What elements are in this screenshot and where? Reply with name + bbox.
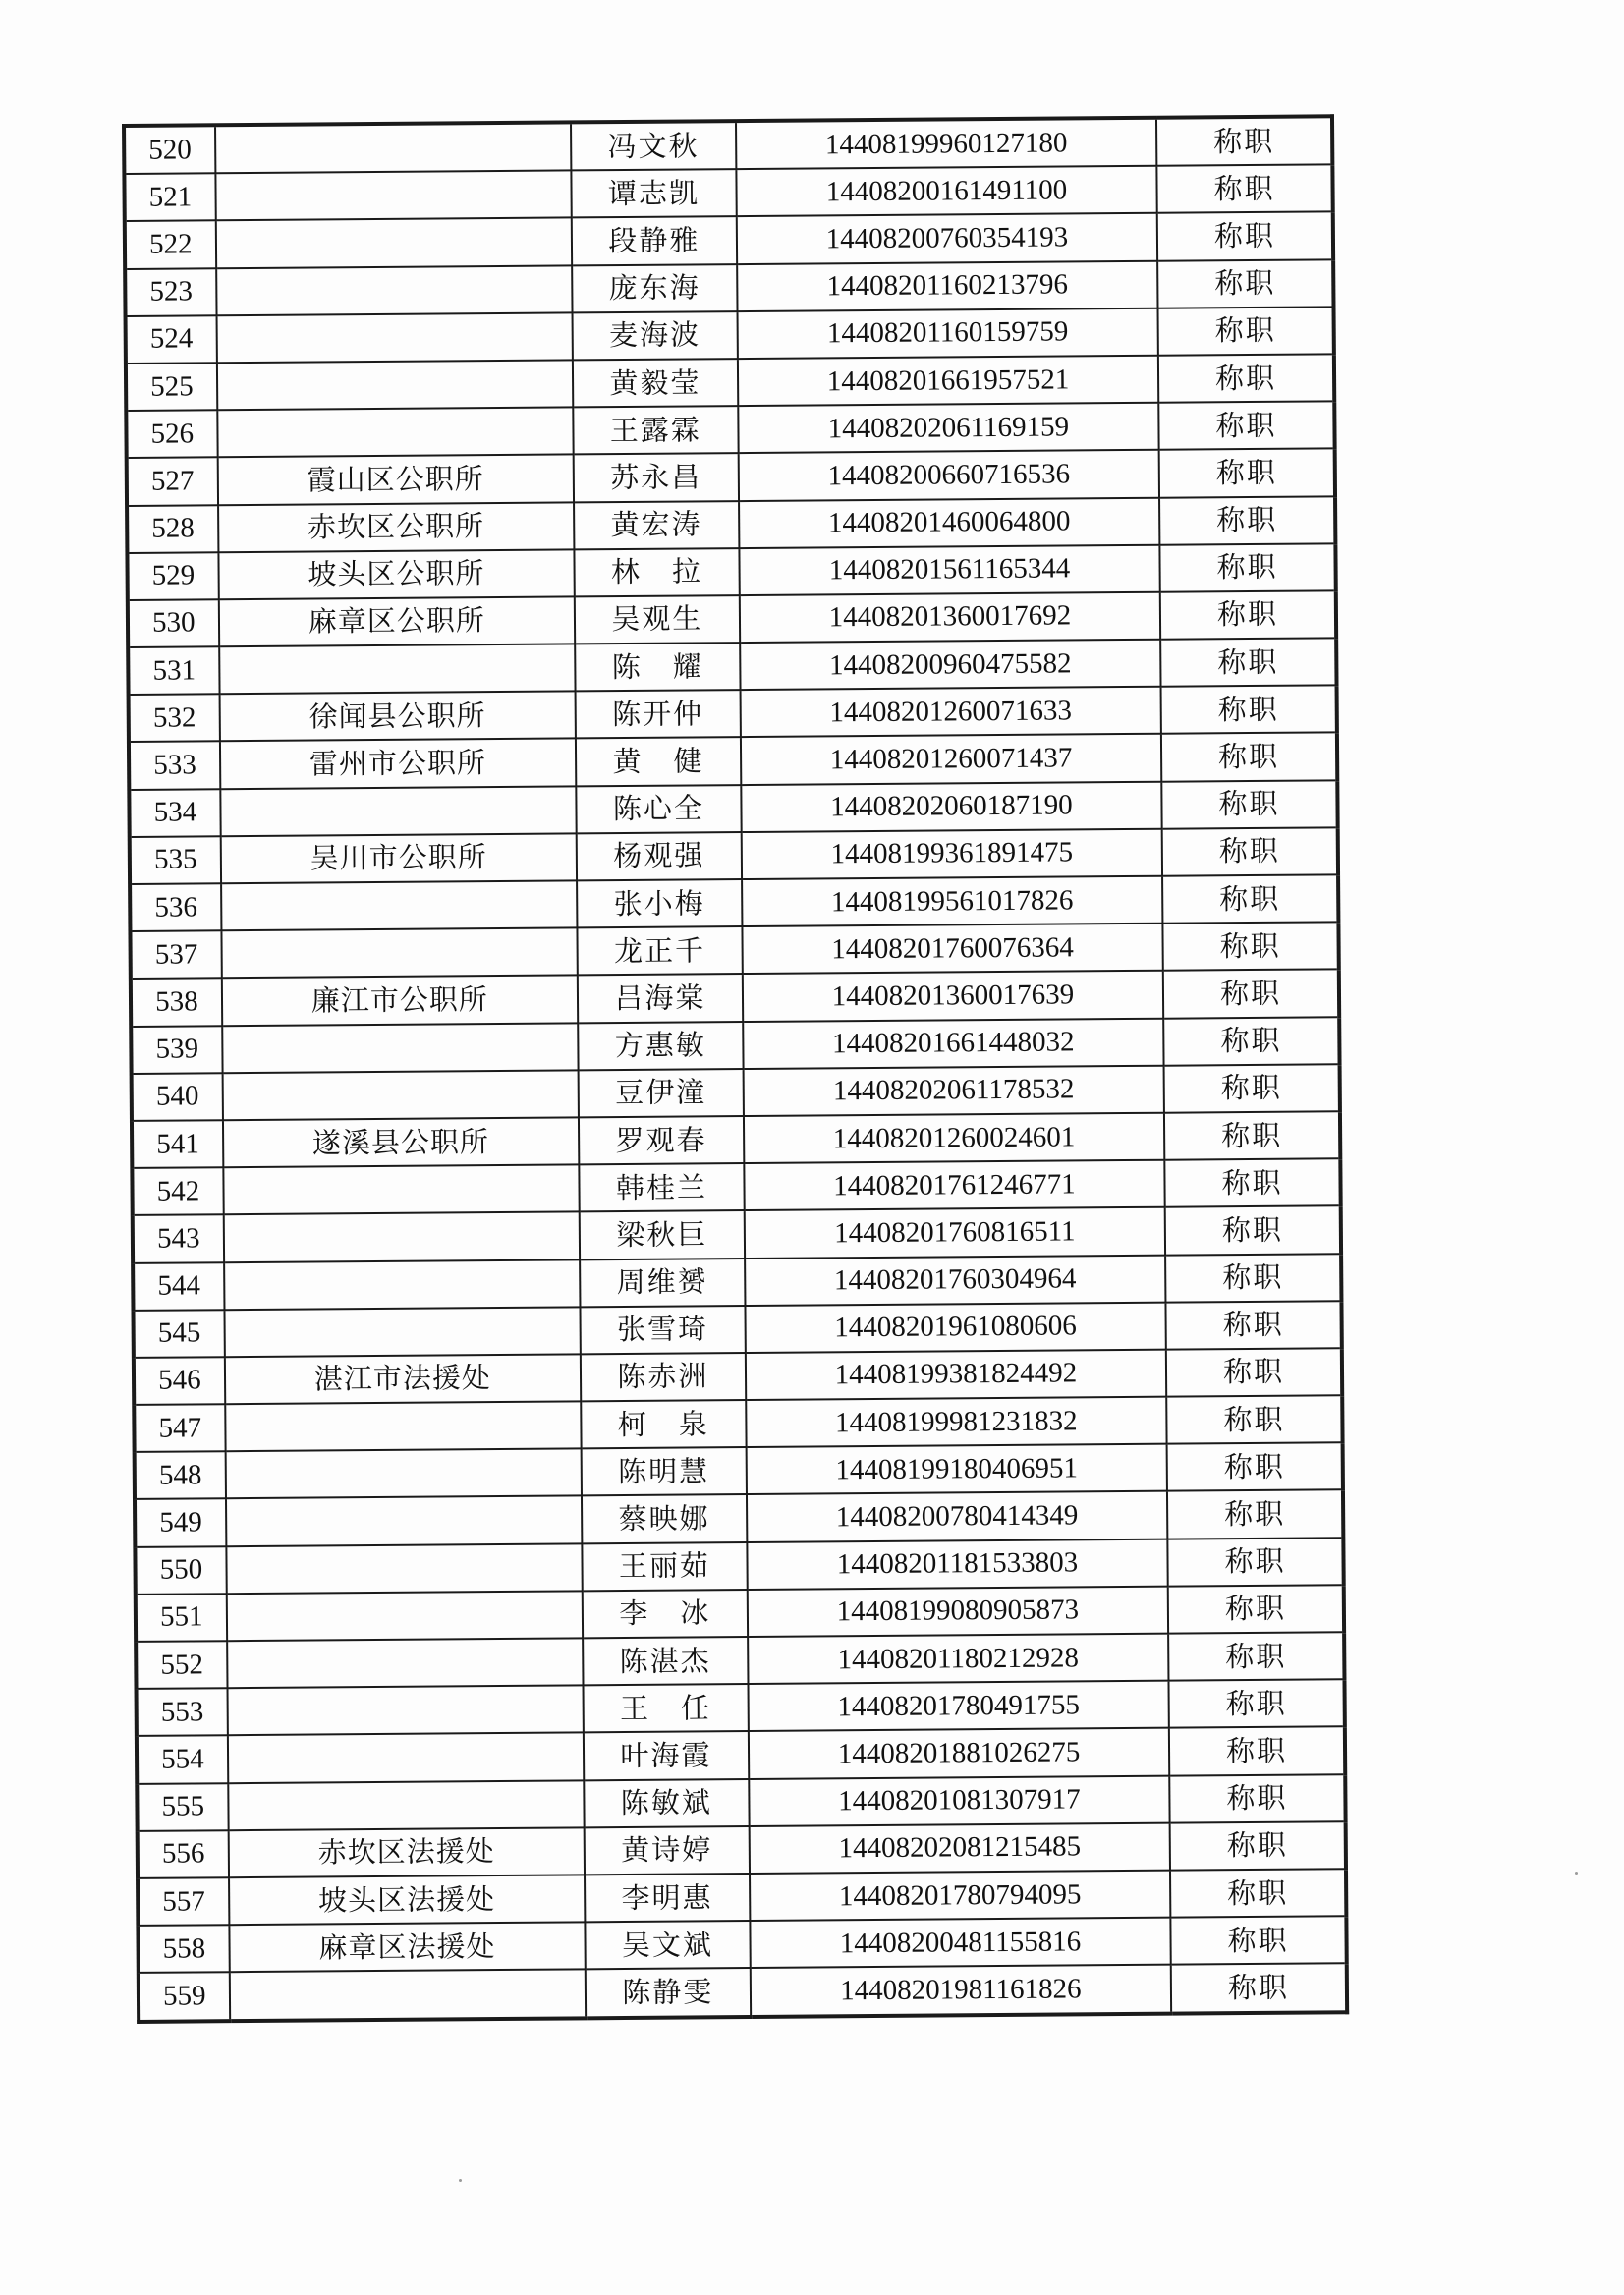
person-name-cell: 黄诗婷 xyxy=(585,1826,750,1875)
row-number-cell: 525 xyxy=(126,363,217,411)
unit-cell xyxy=(227,1638,583,1688)
unit-cell xyxy=(222,1023,578,1073)
id-number-cell: 14408201360017639 xyxy=(743,971,1164,1022)
evaluation-result-cell: 称职 xyxy=(1163,1017,1339,1066)
row-number-cell: 555 xyxy=(137,1783,228,1831)
person-name-cell: 叶海霞 xyxy=(584,1731,749,1780)
evaluation-result-cell: 称职 xyxy=(1170,1916,1346,1965)
id-number-cell: 14408200780414349 xyxy=(747,1491,1168,1542)
evaluation-result-cell: 称职 xyxy=(1159,449,1335,498)
unit-cell xyxy=(227,1591,583,1641)
id-number-cell: 14408202060187190 xyxy=(741,781,1162,832)
evaluation-result-cell: 称职 xyxy=(1170,1869,1346,1918)
unit-cell xyxy=(226,1543,582,1594)
person-name-cell: 王露霖 xyxy=(573,406,738,455)
person-name-cell: 张小梅 xyxy=(577,879,742,928)
row-number-cell: 522 xyxy=(125,221,216,269)
id-number-cell: 14408201661957521 xyxy=(738,356,1159,407)
person-name-cell: 蔡映娜 xyxy=(582,1494,747,1543)
person-name-cell: 庞东海 xyxy=(572,264,737,313)
row-number-cell: 545 xyxy=(133,1310,224,1358)
evaluation-result-cell: 称职 xyxy=(1167,1490,1343,1539)
person-name-cell: 梁秋巨 xyxy=(580,1210,745,1259)
evaluation-result-cell: 称职 xyxy=(1164,1158,1340,1207)
unit-cell: 坡头区法援处 xyxy=(229,1875,585,1925)
person-name-cell: 王丽茹 xyxy=(582,1542,747,1592)
person-name-cell: 段静雅 xyxy=(572,216,737,265)
person-name-cell: 陈静雯 xyxy=(586,1968,751,2018)
row-number-cell: 548 xyxy=(135,1451,226,1499)
unit-cell: 麻章区公职所 xyxy=(219,596,575,646)
id-number-cell: 14408201661448032 xyxy=(743,1018,1164,1069)
row-number-cell: 533 xyxy=(129,742,220,790)
unit-cell xyxy=(215,171,571,221)
id-number-cell: 14408201760076364 xyxy=(742,924,1163,975)
unit-cell xyxy=(227,1686,583,1736)
id-number-cell: 14408201081307917 xyxy=(749,1775,1170,1826)
row-number-cell: 523 xyxy=(125,268,216,316)
scan-speck xyxy=(459,2179,462,2182)
evaluation-result-cell: 称职 xyxy=(1166,1348,1342,1397)
id-number-cell: 14408201460064800 xyxy=(739,497,1160,548)
row-number-cell: 554 xyxy=(137,1736,228,1784)
row-number-cell: 544 xyxy=(133,1262,224,1311)
unit-cell xyxy=(223,1165,579,1215)
person-name-cell: 张雪琦 xyxy=(580,1306,745,1355)
id-number-cell: 14408201780491755 xyxy=(748,1681,1169,1732)
table-row xyxy=(139,1964,1347,2022)
person-name-cell: 杨观强 xyxy=(577,832,742,881)
evaluation-result-cell: 称职 xyxy=(1167,1443,1343,1492)
evaluation-result-cell: 称职 xyxy=(1162,827,1338,876)
row-number-cell: 521 xyxy=(124,173,215,221)
unit-cell xyxy=(224,1307,580,1357)
row-number-cell: 547 xyxy=(134,1404,225,1452)
person-name-cell: 陈明慧 xyxy=(581,1447,746,1496)
row-number-cell: 534 xyxy=(129,789,220,837)
row-number-cell: 546 xyxy=(134,1357,225,1405)
person-name-cell: 陈敏斌 xyxy=(584,1779,749,1828)
evaluation-result-cell: 称职 xyxy=(1168,1632,1344,1681)
row-number-cell: 550 xyxy=(135,1546,226,1595)
row-number-cell: 529 xyxy=(127,552,218,600)
evaluation-result-cell: 称职 xyxy=(1160,590,1336,640)
unit-cell: 廉江市公职所 xyxy=(222,976,578,1026)
person-name-cell: 周维赟 xyxy=(580,1259,745,1308)
unit-cell: 霞山区公职所 xyxy=(217,455,573,505)
evaluation-result-cell: 称职 xyxy=(1169,1679,1345,1728)
unit-cell xyxy=(225,1401,581,1451)
id-number-cell: 14408200760354193 xyxy=(737,213,1158,264)
unit-cell xyxy=(220,786,576,836)
row-number-cell: 524 xyxy=(126,315,217,364)
person-name-cell: 豆伊潼 xyxy=(578,1069,743,1118)
unit-cell xyxy=(221,880,577,930)
evaluation-result-cell: 称职 xyxy=(1158,401,1334,450)
evaluation-result-cell: 称职 xyxy=(1167,1538,1343,1587)
person-name-cell: 王 任 xyxy=(583,1684,748,1733)
evaluation-result-cell: 称职 xyxy=(1162,922,1338,971)
row-number-cell: 540 xyxy=(132,1073,223,1121)
evaluation-result-cell: 称职 xyxy=(1157,212,1333,261)
unit-cell: 徐闻县公职所 xyxy=(219,692,575,742)
unit-cell xyxy=(216,265,572,315)
row-number-cell: 527 xyxy=(127,458,218,506)
unit-cell xyxy=(217,360,573,410)
id-number-cell: 14408202081215485 xyxy=(750,1822,1171,1874)
evaluation-result-cell: 称职 xyxy=(1156,116,1332,166)
id-number-cell: 14408201780794095 xyxy=(750,1871,1171,1922)
id-number-cell: 14408200960475582 xyxy=(740,640,1161,691)
id-number-cell: 14408201360017692 xyxy=(740,592,1161,644)
evaluation-result-cell: 称职 xyxy=(1163,970,1339,1019)
id-number-cell: 14408202061169159 xyxy=(738,403,1159,454)
row-number-cell: 520 xyxy=(124,125,215,174)
evaluation-result-cell: 称职 xyxy=(1166,1395,1342,1444)
id-number-cell: 14408199561017826 xyxy=(742,876,1163,927)
evaluation-table-body xyxy=(124,116,1347,2021)
row-number-cell: 536 xyxy=(130,883,221,931)
person-name-cell: 方惠敏 xyxy=(578,1022,743,1071)
id-number-cell: 14408201561165344 xyxy=(739,544,1160,595)
person-name-cell: 罗观春 xyxy=(579,1116,744,1165)
id-number-cell: 14408200481155816 xyxy=(750,1918,1171,1969)
unit-cell xyxy=(216,218,572,268)
id-number-cell: 14408201761246771 xyxy=(744,1160,1165,1211)
id-number-cell: 14408201160213796 xyxy=(737,260,1158,311)
person-name-cell: 苏永昌 xyxy=(574,453,739,502)
id-number-cell: 14408201260071633 xyxy=(740,687,1161,738)
row-number-cell: 532 xyxy=(129,694,220,742)
row-number-cell: 535 xyxy=(130,836,221,884)
id-number-cell: 14408201881026275 xyxy=(749,1728,1170,1779)
evaluation-result-cell: 称职 xyxy=(1158,307,1334,356)
evaluation-table xyxy=(122,114,1349,2023)
id-number-cell: 14408201961080606 xyxy=(745,1302,1166,1353)
unit-cell xyxy=(219,644,575,694)
row-number-cell: 549 xyxy=(135,1499,226,1547)
row-number-cell: 528 xyxy=(127,505,218,553)
person-name-cell: 吕海棠 xyxy=(578,974,743,1023)
row-number-cell: 553 xyxy=(137,1688,228,1736)
id-number-cell: 14408201180212928 xyxy=(748,1634,1169,1685)
row-number-cell: 543 xyxy=(133,1215,224,1263)
id-number-cell: 14408200161491100 xyxy=(736,166,1157,217)
evaluation-result-cell: 称职 xyxy=(1161,780,1337,829)
unit-cell: 遂溪县公职所 xyxy=(223,1117,579,1167)
person-name-cell: 冯文秋 xyxy=(571,121,736,171)
row-number-cell: 537 xyxy=(130,930,221,979)
unit-cell: 吴川市公职所 xyxy=(220,833,576,883)
row-number-cell: 558 xyxy=(138,1925,229,1973)
person-name-cell: 韩桂兰 xyxy=(579,1163,744,1212)
person-name-cell: 陈心全 xyxy=(576,785,741,834)
person-name-cell: 陈赤洲 xyxy=(581,1353,746,1402)
id-number-cell: 14408201260024601 xyxy=(744,1113,1165,1164)
person-name-cell: 陈开仲 xyxy=(575,690,740,739)
id-number-cell: 14408201760304964 xyxy=(745,1255,1166,1306)
id-number-cell: 14408199981231832 xyxy=(746,1397,1167,1448)
row-number-cell: 539 xyxy=(131,1026,222,1074)
person-name-cell: 陈湛杰 xyxy=(583,1637,748,1686)
row-number-cell: 526 xyxy=(126,410,217,458)
person-name-cell: 黄 健 xyxy=(576,738,741,787)
evaluation-result-cell: 称职 xyxy=(1159,543,1335,592)
unit-cell xyxy=(230,1970,587,2021)
id-number-cell: 14408201760816511 xyxy=(745,1207,1166,1259)
person-name-cell: 林 拉 xyxy=(574,548,739,597)
person-name-cell: 黄毅莹 xyxy=(573,359,738,408)
unit-cell xyxy=(222,1070,578,1120)
person-name-cell: 柯 泉 xyxy=(581,1400,746,1449)
person-name-cell: 李明惠 xyxy=(585,1874,750,1923)
unit-cell: 湛江市法援处 xyxy=(225,1354,581,1404)
row-number-cell: 559 xyxy=(139,1973,230,2022)
row-number-cell: 542 xyxy=(132,1167,223,1215)
evaluation-result-cell: 称职 xyxy=(1165,1254,1341,1303)
id-number-cell: 14408199381824492 xyxy=(746,1350,1167,1401)
evaluation-result-cell: 称职 xyxy=(1156,165,1332,214)
person-name-cell: 谭志凯 xyxy=(571,169,736,218)
unit-cell: 赤坎区法援处 xyxy=(228,1827,584,1877)
row-number-cell: 531 xyxy=(128,646,219,695)
unit-cell xyxy=(225,1449,581,1499)
unit-cell xyxy=(215,122,572,173)
unit-cell: 麻章区法援处 xyxy=(229,1922,585,1972)
evaluation-result-cell: 称职 xyxy=(1169,1774,1345,1823)
id-number-cell: 14408201981161826 xyxy=(751,1965,1172,2017)
id-number-cell: 14408201260071437 xyxy=(741,734,1162,785)
unit-cell xyxy=(226,1496,582,1546)
evaluation-result-cell: 称职 xyxy=(1158,354,1334,403)
unit-cell xyxy=(228,1733,584,1783)
evaluation-result-cell: 称职 xyxy=(1159,496,1335,545)
row-number-cell: 557 xyxy=(138,1877,229,1926)
person-name-cell: 陈 耀 xyxy=(575,643,740,692)
id-number-cell: 14408202061178532 xyxy=(743,1065,1164,1116)
unit-cell: 坡头区公职所 xyxy=(218,549,574,599)
evaluation-result-cell: 称职 xyxy=(1164,1064,1340,1113)
person-name-cell: 龙正千 xyxy=(577,926,742,976)
evaluation-result-cell: 称职 xyxy=(1165,1206,1341,1256)
evaluation-result-cell: 称职 xyxy=(1164,1111,1340,1160)
id-number-cell: 14408201160159759 xyxy=(737,308,1158,359)
person-name-cell: 吴观生 xyxy=(575,595,740,644)
unit-cell xyxy=(223,1212,579,1262)
row-number-cell: 530 xyxy=(128,599,219,647)
row-number-cell: 541 xyxy=(132,1120,223,1168)
id-number-cell: 14408199960127180 xyxy=(736,118,1157,170)
evaluation-result-cell: 称职 xyxy=(1160,638,1336,687)
unit-cell xyxy=(221,928,577,979)
person-name-cell: 麦海波 xyxy=(572,311,737,361)
evaluation-result-cell: 称职 xyxy=(1165,1301,1341,1350)
evaluation-result-cell: 称职 xyxy=(1169,1727,1345,1776)
row-number-cell: 538 xyxy=(131,979,222,1027)
unit-cell xyxy=(216,312,572,363)
id-number-cell: 14408199180406951 xyxy=(746,1444,1167,1495)
evaluation-result-cell: 称职 xyxy=(1161,733,1337,782)
evaluation-result-cell: 称职 xyxy=(1162,874,1338,924)
id-number-cell: 14408200660716536 xyxy=(739,450,1160,501)
id-number-cell: 14408201181533803 xyxy=(747,1539,1168,1590)
evaluation-result-cell: 称职 xyxy=(1157,259,1333,308)
id-number-cell: 14408199361891475 xyxy=(742,829,1163,880)
person-name-cell: 黄宏涛 xyxy=(574,501,739,550)
scan-speck xyxy=(1575,1872,1578,1875)
row-number-cell: 556 xyxy=(138,1830,229,1878)
evaluation-result-cell: 称职 xyxy=(1168,1585,1344,1634)
unit-cell xyxy=(228,1780,584,1830)
evaluation-result-cell: 称职 xyxy=(1171,1964,1347,2014)
unit-cell: 雷州市公职所 xyxy=(220,739,576,789)
unit-cell xyxy=(217,408,573,458)
person-name-cell: 吴文斌 xyxy=(585,1921,750,1970)
evaluation-result-cell: 称职 xyxy=(1170,1821,1346,1871)
unit-cell: 赤坎区公职所 xyxy=(218,502,574,552)
row-number-cell: 552 xyxy=(136,1641,227,1689)
row-number-cell: 551 xyxy=(136,1594,227,1642)
id-number-cell: 14408199080905873 xyxy=(748,1586,1169,1637)
evaluation-result-cell: 称职 xyxy=(1161,686,1337,735)
unit-cell xyxy=(224,1259,580,1310)
person-name-cell: 李 冰 xyxy=(583,1590,748,1639)
